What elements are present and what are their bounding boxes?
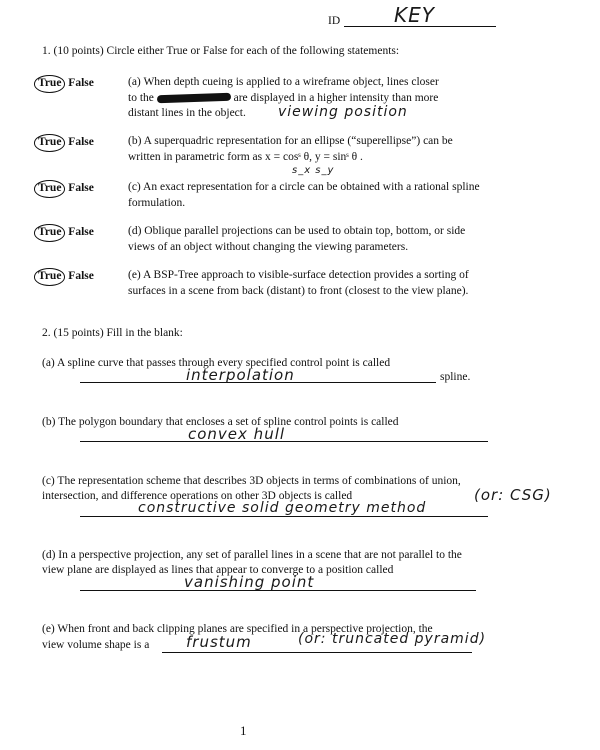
q1e-false[interactable]: False [68,270,94,282]
q1e-true-circled[interactable]: True [34,268,65,286]
q1-title: 1. (10 points) Circle either True or False for each of the following statements: [42,45,400,57]
page-number: 1 [240,723,247,738]
q2c-prompt-2: intersection, and difference operations on other 3D objects is called [42,490,353,502]
id-label: ID [328,15,341,27]
q1b-statement: (b) A superquadric representation for an ellipse (“superellipse”) can be written in parametric form as x = cosˢ θ, y = sinˢ θ . [128,135,453,163]
q2a-prompt: (a) A spline curve that passes through every specified control point is called [42,357,391,369]
q2e-note: (or: truncated pyramid) [298,631,487,647]
q2b-answer: convex hull [188,425,286,443]
q1e-options[interactable] [38,268,94,286]
q1b-false[interactable]: False [68,136,94,148]
q1e-statement: (e) A BSP-Tree approach to visible-surface detection provides a sorting of surfaces in a scene from back (distant) to front (closest to the view plane). [128,269,469,297]
q1a-statement: (a) When depth cueing is applied to a wireframe object, lines closer to the are displayed in a higher intensity than more distant lines in the object. [128,76,439,120]
q2b-prompt: (b) The polygon boundary that encloses a set of spline control points is called [42,416,399,428]
q2a-answer: interpolation [186,366,295,384]
q1d-options[interactable] [38,224,94,242]
q1c-statement: (c) An exact representation for a circle can be obtained with a rational spline formulation. [128,181,480,209]
q1a-true-circled[interactable]: True [34,75,65,93]
q2a-suffix: spline. [440,371,471,383]
q1b-exponent-marks: s_x s_y [292,165,335,176]
q1d-statement: (d) Oblique parallel projections can be used to obtain top, bottom, or side views of an object without changing the viewing parameters. [128,225,466,253]
q2d-answer: vanishing point [184,573,315,591]
q1c-options[interactable] [38,180,94,198]
q1d-false[interactable]: False [68,226,94,238]
q1a-correction: viewing position [278,104,408,120]
q2c-note: (or: CSG) [474,486,552,504]
q1a-options[interactable] [38,75,94,93]
q1c-false[interactable]: False [68,182,94,194]
q2d-prompt-1: (d) In a perspective projection, any set of parallel lines in a scene that are not parallel to the [42,549,462,561]
id-value: KEY [394,3,435,27]
q1b-options[interactable] [38,134,94,152]
q2e-answer: frustum [186,633,252,651]
q1a-false[interactable]: False [68,77,94,89]
q2e-prompt-2: view volume shape is a [42,639,150,651]
q2e-prompt-1: (e) When front and back clipping planes are specified in a perspective projection, the [42,623,433,635]
q2c-answer: constructive solid geometry method [138,500,427,516]
q1d-true-circled[interactable]: True [34,224,65,242]
strikeout-scribble [157,93,231,104]
q1b-true-circled[interactable]: True [34,134,65,152]
q2-title: 2. (15 points) Fill in the blank: [42,327,183,339]
q1c-true-circled[interactable]: True [34,180,65,198]
q2c-prompt-1: (c) The representation scheme that describes 3D objects in terms of combinations of union, [42,475,461,487]
q2d-prompt-2: view plane are displayed as lines that appear to converge to a position called [42,564,394,576]
